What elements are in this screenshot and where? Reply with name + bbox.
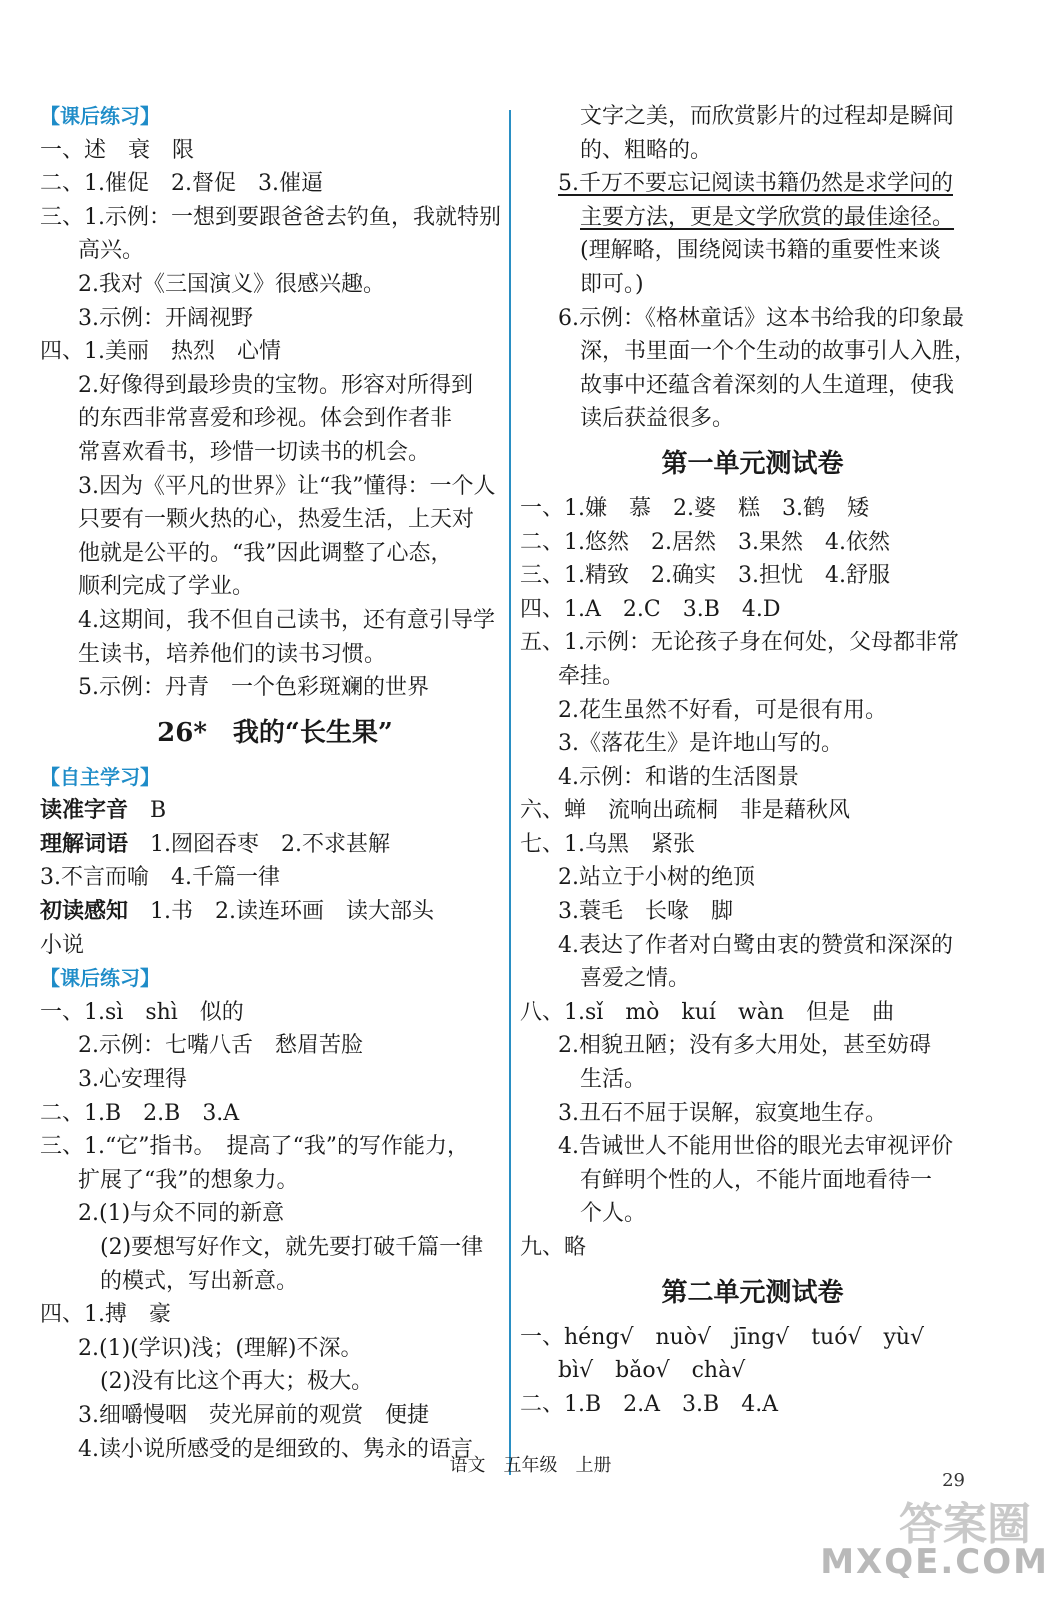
answer-line: 2.我对《三国演义》很感兴趣。	[78, 271, 385, 297]
answer-line: 4.读小说所感受的是细致的、隽永的语言	[78, 1436, 473, 1462]
answer-line: 4.这期间，我不但自己读书，还有意引导学	[78, 607, 495, 633]
column-divider	[509, 110, 511, 1475]
answer-line: 4.告诫世人不能用世俗的眼光去审视评价	[558, 1134, 953, 1160]
answer-line: 二、1.催促 2.督促 3.催逼	[40, 171, 323, 197]
page-number: 29	[942, 1470, 965, 1491]
answer-line: 七、1.乌黑 紧张	[520, 831, 695, 857]
answer-line: 生活。	[580, 1067, 647, 1093]
answer-line: 有鲜明个性的人，不能片面地看待一	[580, 1167, 933, 1193]
answer-line: 个人。	[580, 1201, 647, 1227]
line-label: 理解词语	[40, 830, 129, 857]
watermark-logo	[820, 1488, 1049, 1588]
answer-line: 2.花生虽然不好看，可是很有用。	[558, 697, 887, 723]
section-tag-line	[40, 100, 510, 134]
section-title: 第二单元测试卷	[661, 1277, 844, 1308]
answer-line: 二、1.B 2.B 3.A	[40, 1100, 240, 1126]
answer-line: 一、述 衰 限	[40, 137, 195, 163]
answer-line: 八、1.sǐ mò kuí wàn 但是 曲	[520, 999, 895, 1025]
answer-line: 二、1.B 2.A 3.B 4.A	[520, 1391, 779, 1417]
answer-line: (2)要想写好作文，就先要打破千篇一律	[100, 1235, 484, 1260]
answer-line: 4.表达了作者对白鹭由衷的赞赏和深深的	[558, 932, 953, 958]
section-title: 第一单元测试卷	[661, 448, 844, 479]
answer-line: 只要有一颗火热的心，热爱生活，上天对	[78, 507, 475, 533]
section-tag: 【自主学习】	[40, 764, 160, 789]
answer-line: 的模式，写出新意。	[100, 1268, 299, 1294]
answer-line	[40, 895, 510, 929]
answer-line: 四、1.美丽 热烈 心情	[40, 339, 281, 365]
right-column	[520, 100, 985, 1421]
answer-line: 的、粗略的。	[580, 137, 713, 163]
answer-line: 他就是公平的。“我”因此调整了心态，	[78, 540, 453, 566]
answer-line: 读后获益很多。	[580, 406, 735, 432]
left-column	[40, 100, 510, 1466]
line-label: 读准字音	[40, 797, 129, 824]
page-footer: 语文 五年级 上册	[449, 1455, 612, 1476]
answer-line: 牵挂。	[558, 663, 625, 689]
answer-line	[40, 794, 510, 828]
watermark-en: MXQE.COM	[820, 1542, 1049, 1582]
answer-line: 一、1.sì shì 似的	[40, 999, 244, 1025]
answer-line: 三、1.“它”指书。 提高了“我”的写作能力，	[40, 1134, 469, 1160]
answer-line: 3.丑石不屈于误解，寂寞地生存。	[558, 1100, 887, 1126]
answer-line: 六、蝉 流响出疏桐 非是藉秋风	[520, 798, 851, 824]
answer-line	[40, 828, 510, 862]
answer-line: 4.示例：和谐的生活图景	[558, 764, 799, 790]
section-tag-line	[40, 962, 510, 996]
answer-line: 3.不言而喻 4.千篇一律	[40, 865, 280, 891]
answer-line: 三、1.精致 2.确实 3.担忧 4.舒服	[520, 563, 890, 589]
answer-line: 3.示例：开阔视野	[78, 305, 253, 331]
answer-line: 2.站立于小树的绝顶	[558, 865, 755, 891]
section-tag: 【课后练习】	[40, 966, 160, 991]
answer-line: 2.(1)(学识)浅；(理解)不深。	[78, 1335, 363, 1361]
answer-line: 深，书里面一个个生动的故事引人入胜，	[580, 339, 977, 365]
answer-line: 常喜欢看书，珍惜一切读书的机会。	[78, 439, 431, 465]
answer-line: 3.《落花生》是许地山写的。	[558, 731, 843, 757]
answer-line: 2.(1)与众不同的新意	[78, 1201, 285, 1227]
answer-line: 四、1.搏 豪	[40, 1302, 171, 1328]
answer-line: 主要方法，更是文学欣赏的最佳途径。	[580, 204, 955, 230]
answer-line: (2)没有比这个再大；极大。	[100, 1369, 374, 1395]
answer-line: 高兴。	[78, 238, 145, 264]
answer-line: 五、1.示例：无论孩子身在何处，父母都非常	[520, 630, 959, 656]
answer-line: 3.因为《平凡的世界》让“我”懂得：一个人	[78, 473, 496, 499]
answer-line: 三、1.示例：一想到要跟爸爸去钓鱼，我就特别	[40, 204, 501, 230]
answer-line: 一、héng√ nuò√ jīng√ tuó√ yù√	[520, 1324, 925, 1350]
answer-line: bì√ bǎo√ chà√	[558, 1358, 746, 1384]
answer-line: 生读书，培养他们的读书习惯。	[78, 641, 387, 667]
answer-line: 5.千万不要忘记阅读书籍仍然是求学问的	[558, 171, 953, 197]
answer-line: 即可。)	[580, 271, 644, 297]
answer-line: 顺利完成了学业。	[78, 574, 255, 600]
answer-line: 九、略	[520, 1235, 587, 1260]
answer-line: 二、1.悠然 2.居然 3.果然 4.依然	[520, 529, 890, 555]
line-content: 1.囫囵吞枣 2.不求甚解	[128, 831, 390, 857]
line-content: 1.书 2.读连环画 读大部头	[128, 899, 434, 925]
section-tag: 【课后练习】	[40, 104, 160, 128]
answer-line: 扩展了“我”的想象力。	[78, 1167, 299, 1193]
answer-line: 6.示例：《格林童话》这本书给我的印象最	[558, 305, 964, 331]
answer-line: 小说	[40, 932, 85, 958]
answer-line: 文字之美，而欣赏影片的过程却是瞬间	[580, 104, 955, 129]
line-label: 初读感知	[40, 898, 129, 925]
answer-line: 一、1.嫌 慕 2.婆 糕 3.鹤 矮	[520, 495, 869, 521]
watermark-cn: 答案圈	[899, 1499, 1031, 1550]
answer-line: 3.心安理得	[78, 1067, 187, 1093]
answer-line: 5.示例：丹青 一个色彩斑斓的世界	[78, 675, 429, 701]
section-title: 26* 我的“长生果”	[157, 717, 393, 748]
answer-line: 四、1.A 2.C 3.B 4.D	[520, 596, 781, 622]
section-tag-line	[40, 761, 510, 795]
answer-line: 2.相貌丑陋；没有多大用处，甚至妨碍	[558, 1033, 931, 1059]
answer-line: 2.好像得到最珍贵的宝物。形容对所得到	[78, 372, 473, 398]
answer-line: 2.示例：七嘴八舌 愁眉苦脸	[78, 1033, 363, 1059]
answer-line: 故事中还蕴含着深刻的人生道理，使我	[580, 372, 955, 398]
answer-line: 3.细嚼慢咽 荧光屏前的观赏 便捷	[78, 1402, 429, 1428]
answer-line: (理解略，围绕阅读书籍的重要性来谈	[580, 238, 941, 264]
answer-line: 喜爱之情。	[580, 966, 691, 992]
answer-line: 的东西非常喜爱和珍视。体会到作者非	[78, 406, 453, 432]
answer-line: 3.蓑毛 长喙 脚	[558, 899, 733, 925]
line-content: B	[128, 798, 167, 824]
